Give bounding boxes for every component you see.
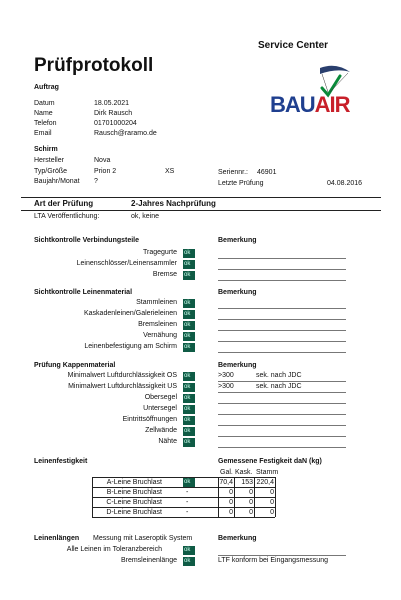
check-item-label: Leinenschlösser/Leinensammler — [76, 260, 177, 267]
table-row-label: D-Leine Bruchlast — [106, 509, 162, 516]
schirm-heading: Schirm — [34, 146, 58, 153]
page-title: Prüfprotokoll — [34, 55, 154, 76]
check-item-label: Untersegel — [143, 405, 177, 412]
ok-status-box: ok — [183, 260, 195, 269]
lta-label: LTA Veröffentlichung: — [34, 213, 100, 220]
ok-status-box: ok — [183, 271, 195, 280]
remark-line — [218, 403, 346, 404]
remark-line — [218, 414, 346, 415]
letzte-pruefung-label: Letzte Prüfung — [218, 180, 264, 187]
table-border — [275, 477, 276, 517]
table-border — [92, 497, 275, 498]
leinenlaengen-heading: Leinenlängen — [34, 535, 80, 542]
table-row-label: B-Leine Bruchlast — [106, 489, 162, 496]
ok-status-box: ok — [183, 249, 195, 258]
bauair-logo — [270, 62, 370, 122]
table-border — [92, 517, 275, 518]
check-item-label: Stammleinen — [136, 299, 177, 306]
hersteller-label: Hersteller — [34, 157, 64, 164]
table-border — [92, 507, 275, 508]
ok-status-box: ok — [183, 478, 195, 487]
auftrag-value: Rausch@raramo.de — [94, 130, 157, 137]
remark-line — [218, 330, 346, 331]
check-item-label: Nähte — [158, 438, 177, 445]
ok-status-box: ok — [183, 405, 195, 414]
remark-note: sek. nach JDC — [256, 372, 302, 379]
table-row-label: C-Leine Bruchlast — [106, 499, 162, 506]
check-item-label: Obersegel — [144, 394, 177, 401]
ok-status-box: ok — [183, 546, 195, 555]
ok-status-box: ok — [183, 332, 195, 341]
verbindung-heading: Sichtkontrolle Verbindungsteile — [34, 237, 140, 244]
check-item-label: Eintrittsöffnungen — [122, 416, 177, 423]
remark-line — [218, 258, 346, 259]
lta-value: ok, keine — [131, 213, 160, 220]
auftrag-heading: Auftrag — [34, 84, 59, 91]
check-item-label: Bremsleinen — [138, 321, 177, 328]
check-item-label: Tragegurte — [143, 249, 177, 256]
leinenmaterial-heading: Sichtkontrolle Leinenmaterial — [34, 289, 133, 296]
check-item-label: Alle Leinen im Toleranzbereich — [66, 546, 162, 553]
remark-value: >300 — [218, 372, 234, 379]
remark-line — [218, 269, 346, 270]
ok-status-box: ok — [183, 557, 195, 566]
remark-line — [218, 436, 346, 437]
auftrag-value: 01701000204 — [94, 120, 137, 127]
table-row-label: A-Leine Bruchlast — [106, 479, 162, 486]
remark-line — [218, 392, 346, 393]
auftrag-label: Telefon — [34, 120, 57, 127]
cell-kask: 0 — [249, 489, 253, 496]
auftrag-value: 18.05.2021 — [94, 100, 130, 107]
remark-heading: Bemerkung — [218, 535, 257, 542]
festigkeit-heading: Leinenfestigkeit — [34, 458, 88, 465]
ok-status-box: ok — [183, 310, 195, 319]
logo-bau-text: BAU — [270, 92, 315, 117]
cell-kask: 153 — [241, 479, 253, 486]
ok-status-box: ok — [183, 321, 195, 330]
hersteller-value: Nova — [94, 157, 111, 164]
remark-line — [218, 308, 346, 309]
check-item-label: Bremsleinenlänge — [120, 557, 177, 564]
remark-text: LTF konform bei Eingangsmessung — [218, 557, 328, 564]
art-label: Art der Prüfung — [34, 199, 94, 208]
seriennr-value: 46901 — [257, 169, 277, 176]
remark-note: sek. nach JDC — [256, 383, 302, 390]
cell-gal: 0 — [229, 489, 233, 496]
remark-value: >300 — [218, 383, 234, 390]
cell-stamm: 220,4 — [256, 479, 274, 486]
auftrag-value: Dirk Rausch — [94, 110, 133, 117]
cell-stamm: 0 — [270, 489, 274, 496]
ok-status-box: ok — [183, 416, 195, 425]
cell-stamm: 0 — [270, 499, 274, 506]
cell-kask: 0 — [249, 499, 253, 506]
ok-status-box: ok — [183, 299, 195, 308]
service-center-label: Service Center — [258, 40, 329, 51]
check-item-label: Vernähung — [143, 332, 177, 339]
cell-gal: 70,4 — [219, 479, 233, 486]
typ-value: Prion 2 — [94, 168, 117, 175]
auftrag-label: Datum — [34, 100, 55, 107]
remark-heading: Bemerkung — [218, 362, 257, 369]
festigkeit-table-title: Gemessene Festigkeit daN (kg) — [218, 458, 322, 465]
check-item-label: Minimalwert Luftdurchlässigkeit US — [68, 383, 177, 390]
kappe-heading: Prüfung Kappenmaterial — [34, 362, 116, 369]
letzte-pruefung-value: 04.08.2016 — [327, 180, 363, 187]
col-header-stamm: Stamm — [256, 469, 279, 476]
status-dash: - — [186, 509, 189, 516]
divider — [21, 210, 381, 211]
ok-status-box: ok — [183, 383, 195, 392]
groesse-value: XS — [165, 168, 175, 175]
measurement-method: Messung mit Laseroptik System — [93, 535, 193, 542]
status-dash: - — [186, 499, 189, 506]
logo-air-text: AIR — [314, 92, 350, 117]
baujahr-label: Baujahr/Monat — [34, 178, 80, 185]
auftrag-label: Name — [34, 110, 53, 117]
col-header-kask: Kask. — [235, 469, 253, 476]
ok-status-box: ok — [183, 394, 195, 403]
check-item-label: Bremse — [152, 271, 177, 278]
status-dash: - — [186, 489, 189, 496]
cell-gal: 0 — [229, 499, 233, 506]
remark-line — [218, 352, 346, 353]
remark-line — [218, 447, 346, 448]
remark-line — [218, 555, 346, 556]
remark-line — [218, 341, 346, 342]
col-header-gal: Gal. — [220, 469, 233, 476]
cell-kask: 0 — [249, 509, 253, 516]
table-border — [92, 487, 275, 488]
ok-status-box: ok — [183, 427, 195, 436]
seriennr-label: Seriennr.: — [218, 169, 248, 176]
check-item-label: Minimalwert Luftdurchlässigkeit OS — [67, 372, 177, 379]
cell-stamm: 0 — [270, 509, 274, 516]
remark-line — [218, 425, 346, 426]
auftrag-label: Email — [34, 130, 52, 137]
typ-label: Typ/Größe — [34, 168, 68, 175]
check-item-label: Leinenbefestigung am Schirm — [84, 343, 177, 350]
art-value: 2-Jahres Nachprüfung — [131, 199, 216, 208]
divider — [21, 197, 381, 198]
remark-line — [218, 319, 346, 320]
check-item-label: Zellwände — [145, 427, 177, 434]
table-border — [92, 477, 93, 517]
remark-heading: Bemerkung — [218, 237, 257, 244]
ok-status-box: ok — [183, 372, 195, 381]
baujahr-value: ? — [94, 178, 98, 185]
remark-heading: Bemerkung — [218, 289, 257, 296]
remark-line — [218, 381, 346, 382]
ok-status-box: ok — [183, 438, 195, 447]
cell-gal: 0 — [229, 509, 233, 516]
ok-status-box: ok — [183, 343, 195, 352]
remark-line — [218, 280, 346, 281]
check-item-label: Kaskadenleinen/Galerieleinen — [83, 310, 177, 317]
